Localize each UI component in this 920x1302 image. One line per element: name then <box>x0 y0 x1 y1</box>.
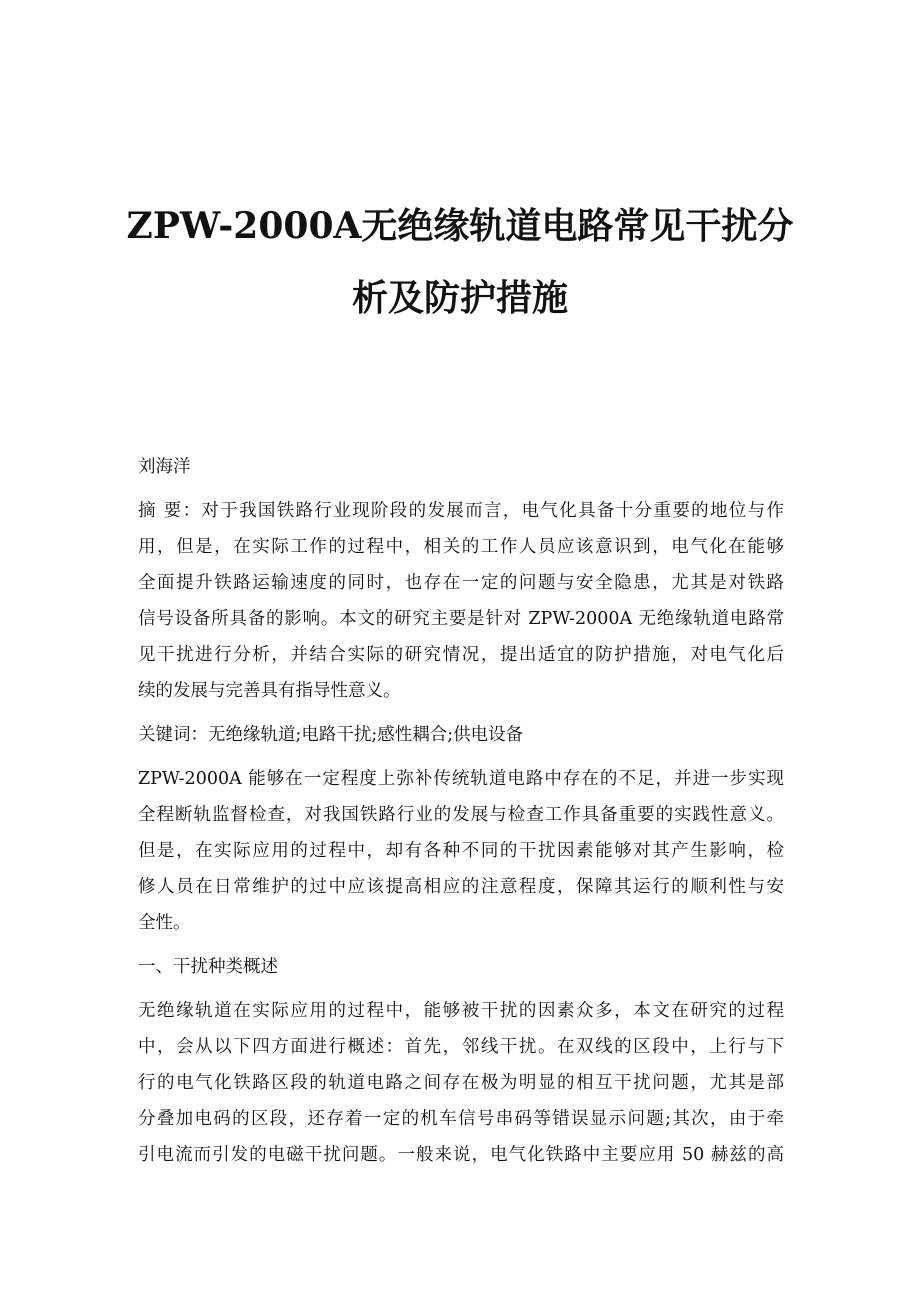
text-line: 但是，在实际应用的过程中，却有各种不同的干扰因素能够对其产生影响，检 <box>138 841 784 861</box>
text-line: 修人员在日常维护的过中应该提高相应的注意程度，保障其运行的顺利性与安 <box>138 877 784 897</box>
text-line: 中，会从以下四方面进行概述：首先，邻线干扰。在双线的区段中，上行与下 <box>138 1037 784 1057</box>
text-line: 全性。 <box>138 913 191 933</box>
text-line: 摘 要：对于我国铁路行业现阶段的发展而言，电气化具备十分重要的地位与作 <box>138 501 784 521</box>
text-line: 引电流而引发的电磁干扰问题。一般来说，电气化铁路中主要应用 50 赫兹的高 <box>138 1145 784 1165</box>
document-body <box>138 449 784 1181</box>
text-line: 全面提升铁路运输速度的同时，也存在一定的问题与安全隐患，尤其是对铁路 <box>138 573 784 593</box>
text-line: 全程断轨监督检查，对我国铁路行业的发展与检查工作具备重要的实践性意义。 <box>138 805 784 825</box>
text-line: 用，但是，在实际工作的过程中，相关的工作人员应该意识到，电气化在能够 <box>138 537 784 557</box>
section-heading: 一、干扰种类概述 <box>138 957 278 977</box>
keywords: 关键词：无绝缘轨道;电路干扰;感性耦合;供电设备 <box>138 725 524 745</box>
section1-paragraph <box>138 993 784 1173</box>
abstract-paragraph <box>138 493 784 709</box>
text-line: 无绝缘轨道在实际应用的过程中，能够被干扰的因素众多，本文在研究的过程 <box>138 1001 784 1021</box>
author: 刘海洋 <box>138 457 191 477</box>
document-title <box>0 190 920 334</box>
title-line-2: 析及防护措施 <box>351 277 568 319</box>
text-line: 行的电气化铁路区段的轨道电路之间存在极为明显的相互干扰问题，尤其是部 <box>138 1073 784 1093</box>
text-line: ZPW-2000A 能够在一定程度上弥补传统轨道电路中存在的不足，并进一步实现 <box>138 769 784 789</box>
text-line: 见干扰进行分析，并结合实际的研究情况，提出适宜的防护措施，对电气化后 <box>138 645 784 665</box>
text-line: 续的发展与完善具有指导性意义。 <box>138 681 401 701</box>
text-line: 信号设备所具备的影响。本文的研究主要是针对 ZPW-2000A 无绝缘轨道电路常 <box>138 609 784 629</box>
text-line: 分叠加电码的区段，还存着一定的机车信号串码等错误显示问题;其次，由于牵 <box>138 1109 784 1129</box>
intro-paragraph <box>138 761 784 941</box>
title-line-1: ZPW-2000A无绝缘轨道电路常见干扰分 <box>126 205 794 247</box>
